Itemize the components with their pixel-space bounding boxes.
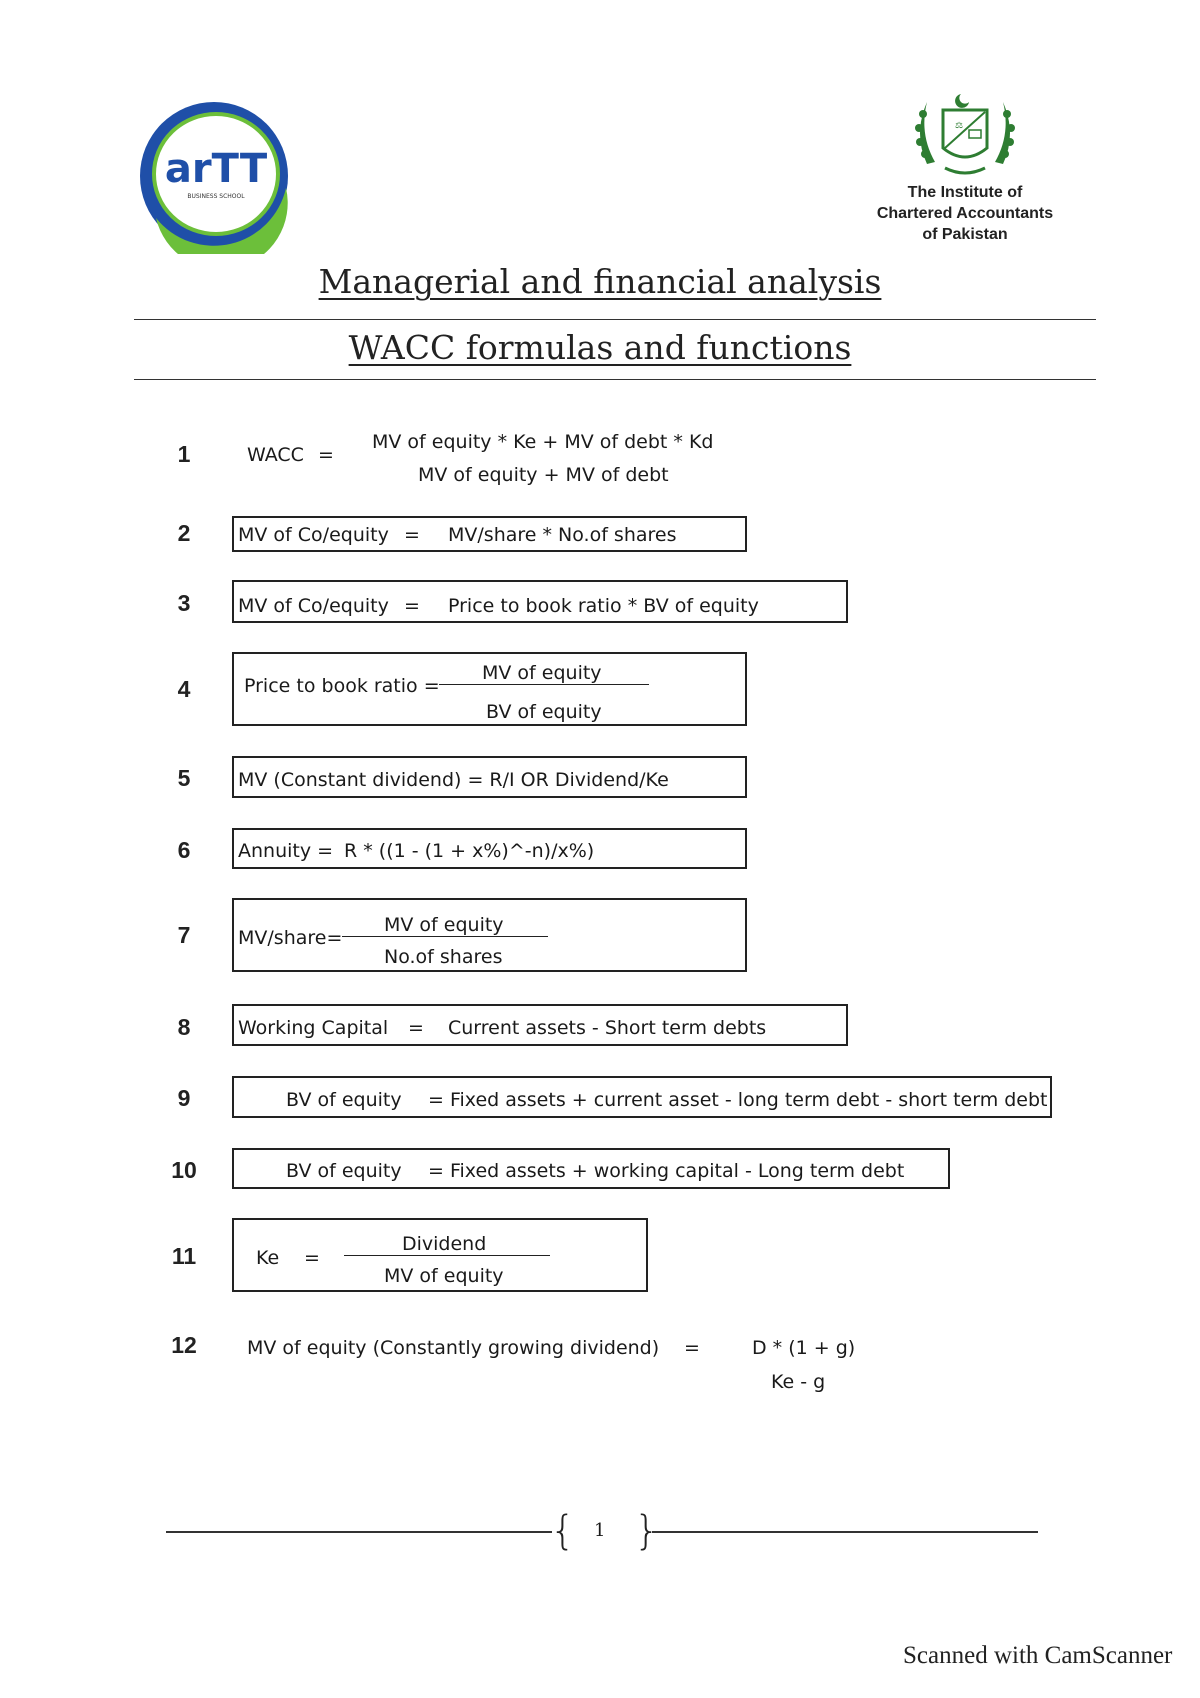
formula-11-lhs: Ke — [256, 1247, 280, 1269]
formula-1-equals: = — [318, 444, 334, 466]
formula-12-equals: = — [684, 1337, 700, 1359]
formula-10-number: 10 — [171, 1157, 197, 1183]
formula-2-box — [232, 516, 747, 552]
formula-12-number: 12 — [171, 1332, 197, 1358]
formula-1-number: 1 — [177, 441, 191, 467]
formula-5-box — [232, 756, 747, 798]
formula-12-lhs: MV of equity (Constantly growing dividend) — [247, 1337, 660, 1359]
formula-1-numerator: MV of equity * Ke + MV of debt * Kd — [372, 431, 714, 453]
formula-8-lhs: Working Capital — [238, 1017, 389, 1039]
scanner-watermark: Scanned with CamScanner — [903, 1642, 1173, 1669]
formula-3-number: 3 — [177, 590, 191, 616]
formula-3-equals: = — [404, 595, 420, 617]
formula-2-equals: = — [404, 524, 420, 546]
artt-logo-text: arTT — [164, 146, 268, 192]
formula-7-denominator: No.of shares — [384, 946, 503, 968]
formula-8-equals: = — [408, 1017, 424, 1039]
formula-2-number: 2 — [177, 520, 191, 546]
formula-11-fraction-bar — [344, 1255, 550, 1256]
formula-5-number: 5 — [177, 765, 191, 791]
formula-4-denominator: BV of equity — [486, 701, 602, 723]
formula-8-number: 8 — [177, 1014, 191, 1040]
formula-2-rhs: MV/share * No.of shares — [448, 524, 677, 546]
formula-9-box — [232, 1076, 1052, 1118]
footer-rule-left — [166, 1531, 552, 1533]
artt-logo — [136, 98, 296, 254]
formula-7-box — [232, 898, 747, 972]
page-number: 1 — [594, 1520, 606, 1541]
formula-3-lhs: MV of Co/equity — [238, 595, 389, 617]
formula-11-denominator: MV of equity — [384, 1265, 504, 1287]
formula-7-numerator: MV of equity — [384, 914, 504, 936]
icap-name-line-2: Chartered Accountants — [876, 205, 1054, 222]
formula-12-denominator: Ke - g — [771, 1371, 826, 1393]
formula-7-fraction-bar — [342, 936, 548, 937]
formula-9-lhs: BV of equity — [286, 1089, 402, 1111]
formula-11-box — [232, 1218, 648, 1292]
formula-7-lhs: MV/share= — [238, 927, 343, 949]
formula-5-text: MV (Constant dividend) = R/I OR Dividend/Ke — [238, 769, 669, 791]
icap-name-line-1: The Institute of — [907, 184, 1023, 201]
formula-4-box — [232, 652, 747, 726]
formula-11-equals: = — [304, 1247, 320, 1269]
formula-11-number: 11 — [171, 1243, 197, 1269]
artt-logo-subtext: BUSINESS SCHOOL — [187, 193, 245, 200]
formula-3-rhs: Price to book ratio * BV of equity — [448, 595, 759, 617]
formula-7-number: 7 — [177, 922, 191, 948]
formula-2-lhs: MV of Co/equity — [238, 524, 389, 546]
formula-4-number: 4 — [177, 676, 191, 702]
formula-6-box — [232, 828, 747, 869]
formula-10-box — [232, 1148, 950, 1189]
svg-text:⚖: ⚖ — [955, 121, 964, 131]
formula-4-fraction-bar — [439, 684, 649, 685]
formula-4-numerator: MV of equity — [482, 662, 602, 684]
title-divider-top — [134, 319, 1096, 320]
formula-1-denominator: MV of equity + MV of debt — [418, 464, 669, 486]
formula-8-rhs: Current assets - Short term debts — [448, 1017, 767, 1039]
formula-1-lhs: WACC — [247, 444, 304, 466]
formula-10-lhs: BV of equity — [286, 1160, 402, 1182]
document-title: Managerial and financial analysis — [318, 262, 882, 301]
formula-9-number: 9 — [177, 1085, 191, 1111]
title-divider-bottom — [134, 379, 1096, 380]
formula-9-rhs: = Fixed assets + current asset - long term debt - short term debt — [428, 1089, 1048, 1111]
formula-3-box — [232, 580, 848, 623]
formula-6-lhs: Annuity = — [238, 840, 334, 862]
document-subtitle: WACC formulas and functions — [348, 328, 852, 367]
formula-10-rhs: = Fixed assets + working capital - Long term debt — [428, 1160, 905, 1182]
formula-4-lhs: Price to book ratio = — [244, 675, 440, 697]
footer-brace-right: } — [634, 1508, 660, 1554]
formula-6-number: 6 — [177, 837, 191, 863]
footer-brace-left: { — [550, 1508, 576, 1554]
formula-6-rhs: R * ((1 - (1 + x%)^-n)/x%) — [344, 840, 595, 862]
footer-rule-right — [652, 1531, 1038, 1533]
formula-12-numerator: D * (1 + g) — [752, 1337, 856, 1359]
formula-11-numerator: Dividend — [402, 1233, 487, 1255]
icap-name-line-3: of Pakistan — [922, 226, 1008, 243]
icap-seal-icon — [905, 84, 1025, 182]
formula-8-box — [232, 1004, 848, 1046]
